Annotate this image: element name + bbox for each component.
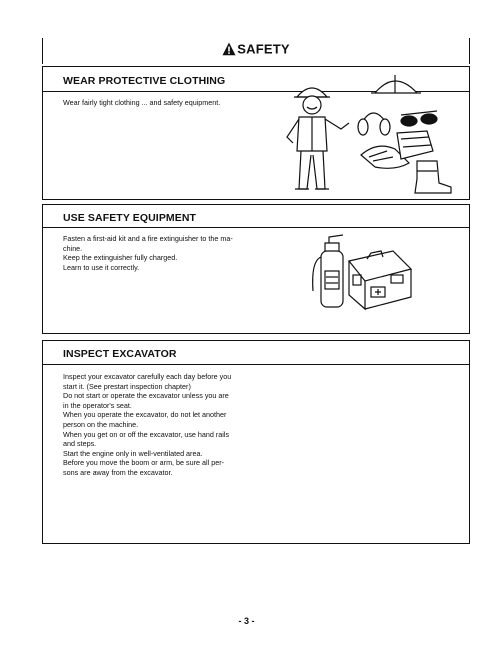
page-frame bbox=[42, 38, 470, 548]
body-line: When you operate the excavator, do not let another bbox=[63, 410, 227, 420]
body-line: When you get on or off the excavator, use hand rails bbox=[63, 429, 230, 439]
section-body bbox=[63, 98, 220, 108]
body-line: person on the machine. bbox=[63, 419, 139, 429]
section-inspect-excavator bbox=[42, 340, 470, 544]
body-line: and steps. bbox=[63, 439, 97, 449]
section-body bbox=[63, 372, 231, 478]
body-line: Do not start or operate the excavator unless you are bbox=[63, 391, 229, 401]
section-use-safety-equipment bbox=[42, 204, 470, 334]
body-line: Keep the extinguisher fully charged. bbox=[63, 253, 178, 263]
body-line: Fasten a first-aid kit and a fire extinguisher to the ma- bbox=[63, 234, 233, 243]
section-title: INSPECT EXCAVATOR bbox=[63, 348, 177, 360]
body-line: start it. (See prestart inspection chapter) bbox=[63, 381, 191, 391]
section-title-rule bbox=[43, 227, 469, 228]
section-title: USE SAFETY EQUIPMENT bbox=[63, 212, 197, 224]
page-header bbox=[42, 40, 470, 58]
body-line: sons are away from the excavator. bbox=[63, 467, 173, 477]
section-title: WEAR PROTECTIVE CLOTHING bbox=[63, 75, 226, 87]
body-line: chine. bbox=[63, 243, 83, 253]
page-number: - 3 - bbox=[238, 616, 255, 626]
body-line: Learn to use it correctly. bbox=[63, 262, 140, 272]
section-title-rule bbox=[43, 364, 469, 365]
body-line: Before you move the boom or arm, be sure all per- bbox=[63, 458, 224, 468]
section-wear-protective-clothing bbox=[42, 66, 470, 200]
body-line: Inspect your excavator carefully each day before you bbox=[63, 372, 232, 381]
warning-triangle-icon bbox=[222, 42, 236, 56]
page-title: SAFETY bbox=[237, 41, 290, 57]
body-line: Start the engine only in well-ventilated area. bbox=[63, 448, 203, 458]
body-line: in the operator's seat. bbox=[63, 400, 132, 410]
extinguisher-firstaid-illustration bbox=[307, 231, 417, 311]
section-body bbox=[63, 234, 233, 272]
protective-gear-illustration bbox=[277, 71, 457, 197]
body-line: Wear fairly tight clothing ... and safety equipment. bbox=[63, 98, 221, 107]
